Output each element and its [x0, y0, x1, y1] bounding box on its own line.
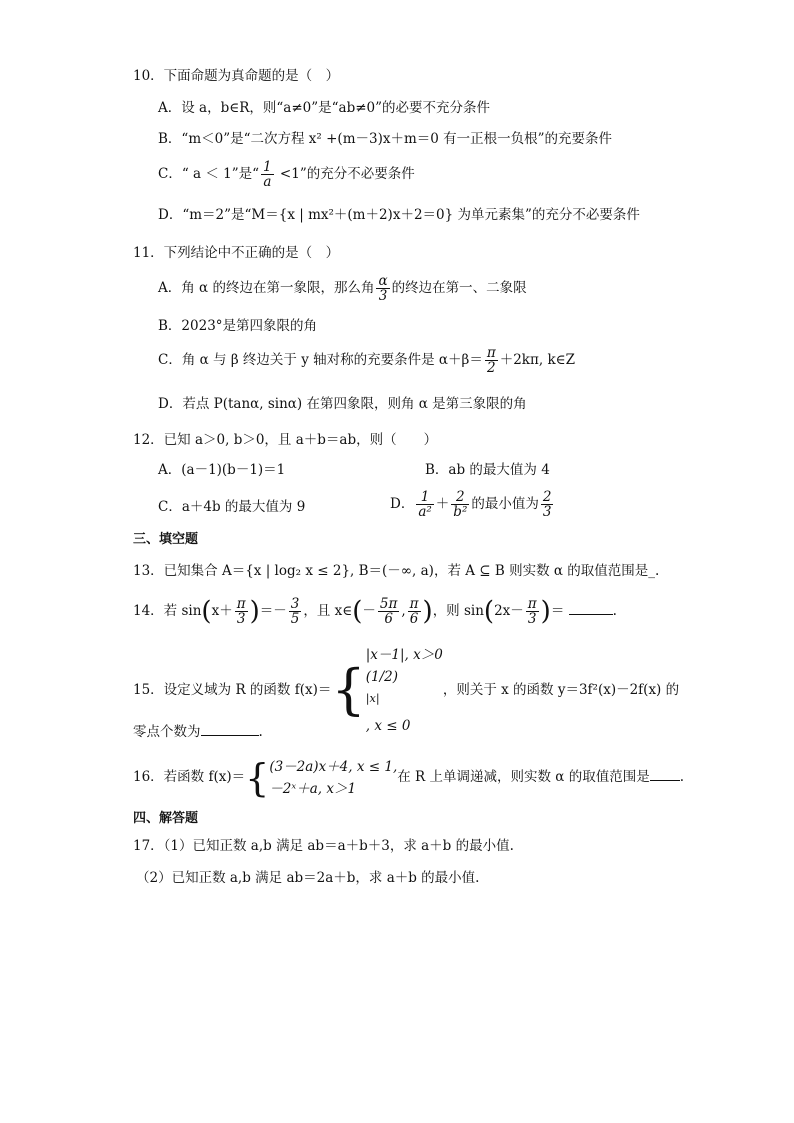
q15-cases	[366, 644, 443, 737]
q12-d-frac1	[416, 490, 433, 519]
q16-brace: {	[245, 755, 270, 800]
q14-lparen2: (	[352, 596, 363, 627]
q11-a-pre: A．角 α 的终边在第一象限，那么角	[158, 280, 375, 296]
q12-d-n1: 1	[416, 490, 433, 505]
q11-a-num: α	[378, 273, 388, 289]
q12-d-pre: D．	[390, 496, 415, 512]
q16-pre: 16．若函数 f(x)＝	[133, 769, 246, 785]
q11-stem: 11．下列结论中不正确的是（ ）	[133, 245, 340, 261]
q15-case2-base: (1/2)	[365, 669, 398, 685]
q14-pre: 14．若 sin	[133, 603, 202, 619]
q14-d1: 3	[236, 611, 246, 627]
q17-part1: 17．（1）已知正数 a,b 满足 ab＝a＋b＋3，求 a＋b 的最小值.	[133, 838, 514, 854]
q12-d-frac3	[541, 490, 554, 519]
q10-c-fraction	[261, 160, 274, 189]
q12-d-mid: 的最小值为	[471, 496, 539, 512]
q10-option-c	[158, 160, 415, 189]
q14-n1: π	[236, 596, 246, 612]
q15-post: ，则关于 x 的函数 y＝3f²(x)－2f(x) 的	[442, 681, 680, 698]
q16-cases	[269, 756, 397, 800]
q17-part2: （2）已知正数 a,b 满足 ab＝2a＋b，求 a＋b 的最小值.	[136, 870, 480, 886]
q14-frac5	[526, 597, 539, 626]
q15-case2-cond: , x ≤ 0	[365, 717, 411, 734]
q14-n2: 3	[290, 596, 300, 612]
q14-lparen3: (	[483, 596, 495, 627]
q11-option-a	[158, 274, 527, 303]
q14-rparen1: )	[249, 596, 260, 627]
q16-end: .	[679, 769, 684, 785]
q14-d3: 6	[384, 611, 393, 627]
q15-zero-count-label: 零点个数为	[133, 724, 201, 740]
q15-case2-exp: |x|	[365, 692, 380, 705]
section-answer-header: 四、解答题	[133, 811, 199, 826]
q12-d-d3: 3	[542, 504, 552, 520]
q14-arg3: 2x－	[494, 603, 524, 619]
q12-option-a: A．(a－1)(b－1)＝1	[158, 462, 286, 478]
q13: 13．已知集合 A＝{x | log₂ x ≤ 2}, B＝(－∞, a)，若 A ⊆ B 则实数 α 的取值范围是_.	[133, 563, 660, 579]
q15-case2	[366, 666, 443, 737]
q15-brace: {	[331, 658, 366, 722]
q14-mid: ，且 x∈	[303, 603, 353, 619]
q11-a-fraction	[376, 274, 389, 303]
q15-pre: 15．设定义域为 R 的函数 f(x)＝	[133, 681, 332, 698]
q14-d4: 6	[409, 611, 419, 627]
q10-c-den: a	[263, 174, 272, 190]
q10-option-d: D．“m＝2”是“M＝{x | mx²＋(m＋2)x＋2＝0} 为单元素集”的充分不必要条件	[158, 207, 640, 223]
q14-n3: 5π	[379, 596, 398, 612]
q10-c-num: 1	[263, 159, 272, 175]
q16	[133, 752, 684, 802]
q16-case1: (3－2a)x＋4, x ≤ 1,	[269, 758, 398, 775]
q11-option-c	[158, 346, 575, 375]
q11-option-d: D．若点 P(tanα, sinα) 在第四象限，则角 α 是第三象限的角	[158, 396, 527, 412]
q12-option-d	[390, 490, 555, 519]
q14-comma: ,	[401, 603, 406, 619]
q11-c-fraction	[485, 346, 498, 375]
q11-c-num: π	[486, 345, 496, 361]
q11-c-pre: C．角 α 与 β 终边关于 y 轴对称的充要条件是 α＋β＝	[158, 352, 483, 368]
q14-n5: π	[527, 596, 537, 612]
q11-c-post: ＋2kπ, k∈Z	[499, 352, 575, 368]
q14-d2: 5	[290, 611, 300, 627]
q12-stem: 12．已知 a＞0, b＞0，且 a＋b＝ab，则（ ）	[133, 432, 438, 448]
q14-frac3	[378, 597, 399, 626]
q14-arg1: x＋	[211, 603, 233, 619]
q15-answer-blank	[201, 723, 259, 736]
q14-answer-blank	[569, 602, 613, 615]
q14-n4: π	[409, 596, 419, 612]
q14-rparen2: )	[422, 596, 433, 627]
q14-rparen3: )	[540, 596, 551, 627]
q12-d-n2: 2	[451, 490, 469, 505]
q10-stem: 10．下面命题为真命题的是（ ）	[133, 68, 340, 84]
q11-a-den: 3	[378, 288, 388, 304]
q12-option-c: C．a＋4b 的最大值为 9	[158, 499, 306, 515]
q12-d-frac2	[451, 490, 469, 519]
q14-d5: 3	[527, 611, 537, 627]
q14-eq1: ＝－	[259, 603, 287, 619]
q12-d-n3: 2	[542, 489, 552, 505]
q10-c-pre: C．“ a ＜ 1”是“	[158, 166, 260, 182]
q10-c-post: <1”的充分不必要条件	[275, 166, 415, 182]
q15-case1: |x－1|, x＞0	[365, 647, 443, 663]
q11-c-den: 2	[486, 360, 496, 376]
q14-minus: －	[362, 603, 376, 619]
q11-option-b: B．2023°是第四象限的角	[158, 318, 318, 334]
q15-end: .	[258, 724, 263, 740]
q12-option-b: B．ab 的最大值为 4	[425, 462, 550, 478]
q16-case2: －2ˣ＋a, x＞1	[269, 780, 357, 797]
q11-a-post: 的终边在第一、二象限	[391, 280, 527, 296]
q14-eq2: ＝	[550, 603, 565, 619]
section-fill-in-header: 三、填空题	[133, 532, 199, 547]
q14-frac1	[235, 597, 248, 626]
q10-option-b: B．“m＜0”是“二次方程 x² +(m－3)x＋m＝0 有一正根一负根”的充要条件	[158, 131, 613, 147]
q14-end: .	[612, 603, 617, 619]
q14-frac4	[408, 597, 421, 626]
q16-post: 在 R 上单调递减，则实数 α 的取值范围是	[397, 769, 650, 785]
q12-d-d1: a²	[418, 504, 432, 520]
q15-line2	[133, 722, 263, 742]
q12-d-d2: b²	[453, 504, 468, 520]
q12-d-plus: ＋	[435, 496, 450, 512]
q14-then: ，则 sin	[432, 603, 484, 619]
q14-lparen1: (	[201, 596, 212, 627]
q14	[133, 597, 617, 626]
q14-frac2	[289, 597, 302, 626]
q10-option-a: A．设 a，b∈R，则“a≠0”是“ab≠0”的必要不充分条件	[158, 100, 491, 116]
q16-answer-blank	[650, 768, 680, 781]
